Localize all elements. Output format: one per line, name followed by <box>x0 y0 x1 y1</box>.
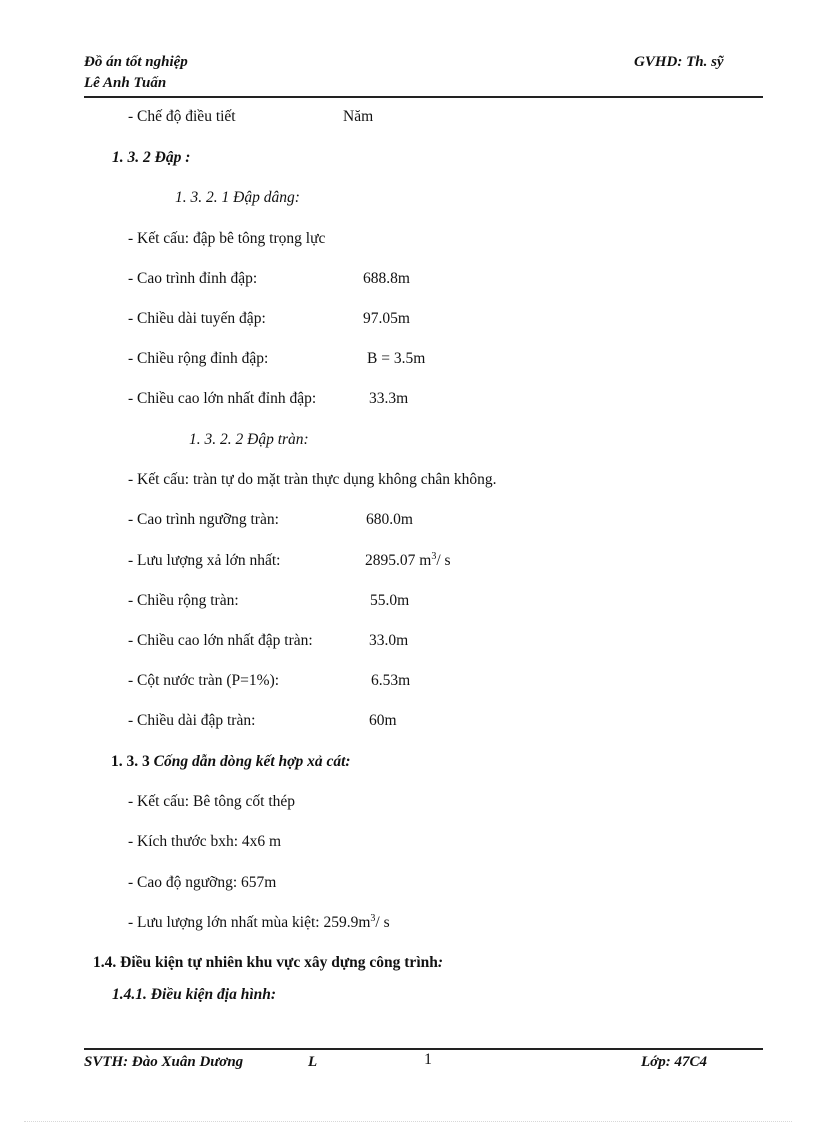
footer-class: Lớp: 47C4 <box>641 1054 707 1070</box>
header-rule <box>84 96 763 98</box>
culvert-flow-exponent: 3 <box>370 912 376 924</box>
dam-max-height-label: - Chiều cao lớn nhất đỉnh đập: <box>128 390 317 407</box>
spillway-head-label: - Cột nước tràn (P=1%): <box>128 672 280 689</box>
spillway-length-label: - Chiều dài đập tràn: <box>128 712 256 729</box>
regulation-label: - Chế độ điều tiết <box>128 108 236 125</box>
section-1-3-2-2-heading: 1. 3. 2. 2 Đập tràn: <box>189 431 309 448</box>
section-1-3-3-title: Cống dẫn dòng kết hợp xả cát: <box>153 753 351 770</box>
page-number: 1 <box>424 1051 432 1068</box>
spillway-flow-unit: / s <box>436 552 451 569</box>
section-1-4-1-heading: 1.4.1. Điều kiện địa hình: <box>112 986 277 1003</box>
spillway-sill-label: - Cao trình ngưỡng tràn: <box>128 511 279 528</box>
spillway-height-label: - Chiều cao lớn nhất đập tràn: <box>128 632 313 649</box>
culvert-flow <box>128 914 390 932</box>
spillway-sill-value: 680.0m <box>366 511 413 528</box>
footer-rule <box>84 1048 763 1050</box>
page-edge-divider <box>24 1121 792 1122</box>
culvert-structure: - Kết cấu: Bê tông cốt thép <box>128 793 296 810</box>
section-1-3-3-heading <box>111 753 351 771</box>
spillway-width-label: - Chiều rộng tràn: <box>128 592 239 609</box>
spillway-length-value: 60m <box>369 712 397 729</box>
section-1-3-2-heading: 1. 3. 2 Đập : <box>112 149 191 166</box>
footer-letter: L <box>308 1054 318 1070</box>
header-author: Lê Anh Tuấn <box>84 75 167 91</box>
section-1-4-colon: : <box>437 954 444 971</box>
spillway-flow-value <box>365 552 451 570</box>
dam-length-label: - Chiều dài tuyến đập: <box>128 310 266 327</box>
dam-structure: - Kết cấu: đập bê tông trọng lực <box>128 230 326 247</box>
footer-student: SVTH: Đào Xuân Dương <box>84 1054 244 1070</box>
header-supervisor: GVHD: Th. sỹ <box>634 54 724 70</box>
spillway-structure: - Kết cấu: tràn tự do mặt tràn thực dụng không chân không. <box>128 471 497 488</box>
section-1-4-title: 1.4. Điều kiện tự nhiên khu vực xây dựng công trình <box>93 954 438 971</box>
spillway-head-value: 6.53m <box>371 672 411 689</box>
spillway-height-value: 33.0m <box>369 632 409 649</box>
spillway-flow-exponent: 3 <box>431 550 437 562</box>
dam-crest-width-label: - Chiều rộng đỉnh đập: <box>128 350 269 367</box>
culvert-sill: - Cao độ ngưỡng: 657m <box>128 874 277 891</box>
header-doc-title: Đồ án tốt nghiệp <box>84 54 188 70</box>
spillway-flow-number: 2895.07 m <box>365 552 432 569</box>
spillway-flow-label: - Lưu lượng xả lớn nhất: <box>128 552 281 569</box>
culvert-size: - Kích thước bxh: 4x6 m <box>128 833 282 850</box>
dam-length-value: 97.05m <box>363 310 410 327</box>
regulation-value: Năm <box>343 108 374 125</box>
section-1-3-2-1-heading: 1. 3. 2. 1 Đập dâng: <box>175 189 300 206</box>
section-1-4-heading <box>93 954 443 972</box>
dam-max-height-value: 33.3m <box>369 390 409 407</box>
dam-crest-elevation-value: 688.8m <box>363 270 410 287</box>
section-1-3-3-number: 1. 3. 3 <box>111 753 150 770</box>
spillway-width-value: 55.0m <box>370 592 410 609</box>
culvert-flow-unit: / s <box>375 914 390 931</box>
dam-crest-elevation-label: - Cao trình đỉnh đập: <box>128 270 258 287</box>
dam-crest-width-value: B = 3.5m <box>367 350 426 367</box>
culvert-flow-text: - Lưu lượng lớn nhất mùa kiệt: 259.9m <box>128 914 371 931</box>
